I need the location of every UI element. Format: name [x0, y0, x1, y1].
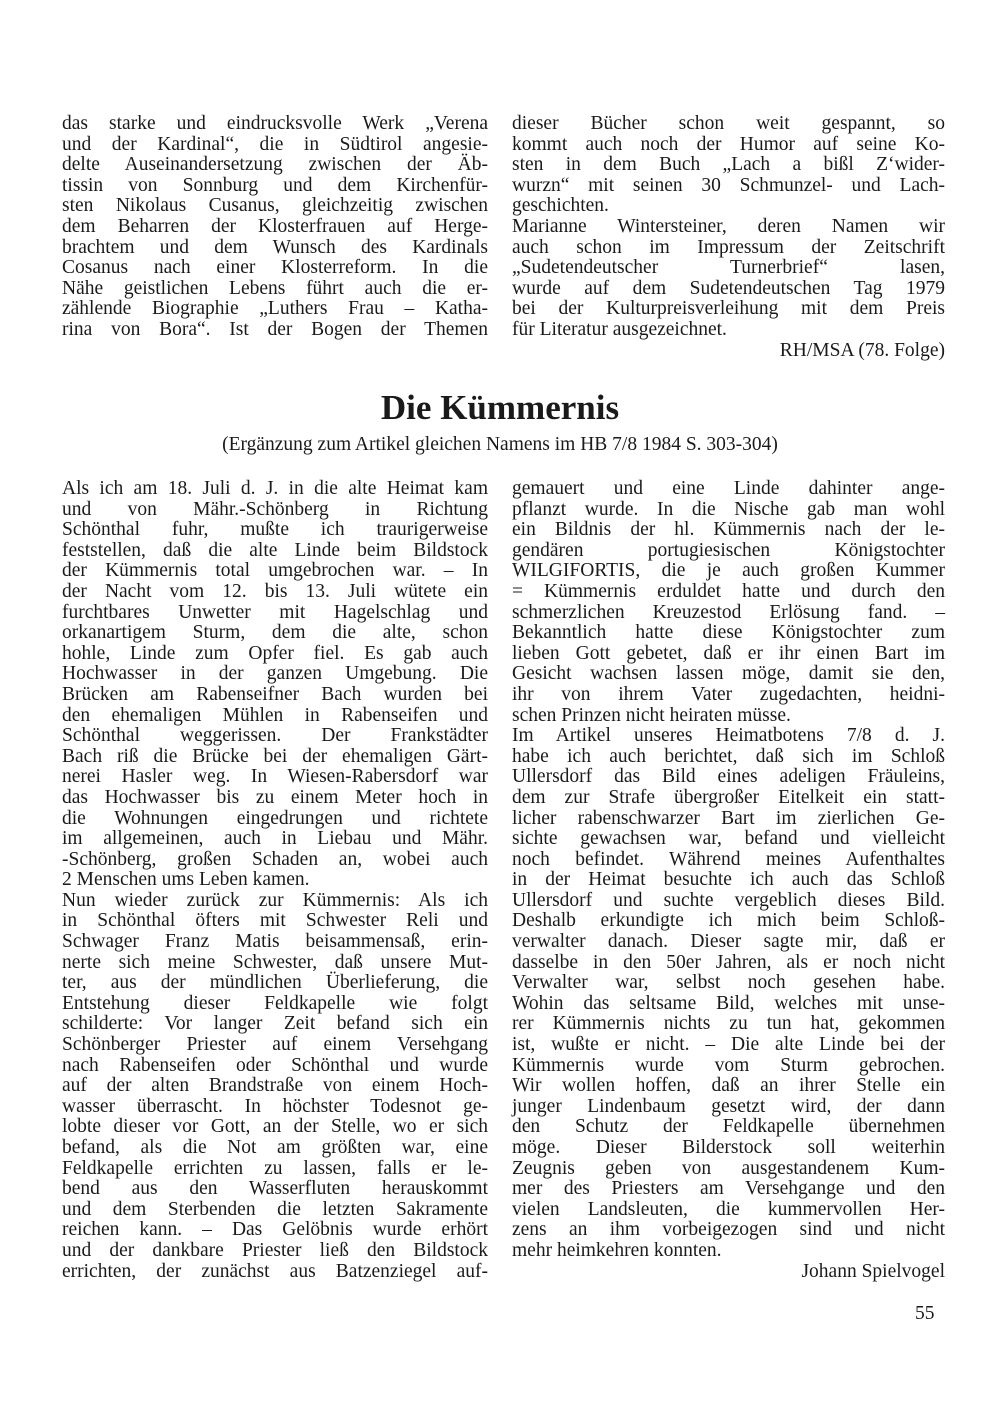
text-line: orkanartigem Sturm, dem die alte, schon — [62, 622, 488, 644]
text-line: errichten, der zunächst aus Batzenziegel auf- — [62, 1260, 488, 1282]
text-line: ihr von ihrem Vater zugedachten, heidni- — [512, 683, 945, 705]
text-line: auf der alten Brandstraße von einem Hoch- — [62, 1075, 488, 1097]
text-line: rina von Bora“. Ist der Bogen der Themen — [62, 318, 488, 340]
text-line: Nun wieder zurück zur Kümmernis: Als ich — [62, 889, 488, 911]
text-line: und der dankbare Priester ließ den Bildstock — [62, 1239, 488, 1261]
text-line: rer Kümmernis nichts zu tun hat, gekommen — [512, 1013, 945, 1035]
text-line: wurde auf dem Sudetendeutschen Tag 1979 — [512, 277, 945, 299]
text-line: das Hochwasser bis zu einem Meter hoch in — [62, 786, 488, 808]
text-line: dem zur Strafe übergroßer Eitelkeit ein statt- — [512, 786, 945, 808]
text-line: bend aus den Wasserfluten herauskommt — [62, 1178, 488, 1200]
text-line: tissin von Sonnburg und dem Kirchenfür- — [62, 174, 488, 196]
text-line: das starke und eindrucksvolle Werk „Verena — [62, 113, 488, 134]
text-line: Im Artikel unseres Heimatbotens 7/8 d. J. — [512, 725, 945, 747]
text-line: nach Rabenseifen oder Schönthal und wurde — [62, 1054, 488, 1076]
text-line: Als ich am 18. Juli d. J. in die alte Heimat kam — [62, 478, 488, 499]
text-line: vielen Landsleuten, die kummervollen Her- — [512, 1198, 945, 1220]
paragraph — [512, 479, 945, 726]
article-column-left — [62, 479, 488, 1282]
text-line: geschichten. — [512, 195, 609, 217]
text-line: dem Beharren der Klosterfrauen auf Herge- — [62, 215, 488, 237]
paragraph — [512, 726, 945, 1261]
text-line: wurzn“ mit seinen 30 Schmunzel- und Lach- — [512, 174, 945, 196]
text-line: noch befindet. Während meines Aufenthaltes — [512, 848, 945, 870]
text-line: Kümmernis wurde vom Sturm gebrochen. — [512, 1054, 945, 1076]
text-line: ein Bildnis der hl. Kümmernis nach der le- — [512, 519, 945, 541]
text-line: Schwager Franz Matis beisammensaß, erin- — [62, 931, 488, 953]
text-line: Schönthal weggerissen. Der Frankstädter — [62, 725, 488, 747]
article-column-right — [512, 479, 945, 1282]
text-line: feststellen, daß die alte Linde beim Bildstock — [62, 539, 488, 561]
text-line: schen Prinzen nicht heiraten müsse. — [512, 704, 791, 726]
text-line: pflanzt wurde. In die Nische gab man wohl — [512, 498, 945, 520]
intro-column-right — [512, 114, 945, 361]
text-line: ist, wußte er nicht. – Die alte Linde bei der — [512, 1034, 945, 1056]
text-line: mer des Priesters am Versehgange und den — [512, 1178, 945, 1200]
text-line: Nähe geistlichen Lebens führt auch die er- — [62, 277, 488, 299]
text-line: auch schon im Impressum der Zeitschrift — [512, 236, 945, 258]
paragraph — [62, 479, 488, 891]
text-line: = Kümmernis erduldet hatte und durch den — [512, 580, 945, 602]
text-line: sichte gewachsen war, befand und vielleicht — [512, 828, 945, 850]
paragraph — [512, 217, 945, 341]
text-line: für Literatur ausgezeichnet. — [512, 318, 727, 340]
intro-column-left — [62, 114, 488, 341]
text-line: zens an ihm vorbeigezogen sind und nicht — [512, 1219, 945, 1241]
text-line: sten Nikolaus Cusanus, gleichzeitig zwischen — [62, 195, 488, 217]
page-number: 55 — [915, 1303, 935, 1324]
text-line: gemauert und eine Linde dahinter ange- — [512, 478, 945, 499]
text-line: dieser Bücher schon weit gespannt, so — [512, 113, 945, 134]
text-line: verwalter danach. Dieser sagte mir, daß er — [512, 931, 945, 953]
text-line: brachtem und dem Wunsch des Kardinals — [62, 236, 488, 258]
text-line: befand, als die Not am größten war, eine — [62, 1137, 488, 1158]
text-line: Deshalb erkundigte ich mich beim Schloß- — [512, 910, 945, 932]
text-line: lieben Gott gebetet, daß er ihr einen Bart im — [512, 642, 945, 664]
text-line: schilderte: Vor langer Zeit befand sich ein — [62, 1013, 488, 1035]
text-line: Ullersdorf das Bild eines adeligen Fräuleins, — [512, 766, 945, 788]
text-line: reichen kann. – Das Gelöbnis wurde erhört — [62, 1219, 488, 1241]
text-line: kommt auch noch der Humor auf seine Ko- — [512, 133, 945, 155]
text-line: ter, aus der mündlichen Überlieferung, die — [62, 972, 488, 994]
text-line: bei der Kulturpreisverleihung mit dem Preis — [512, 298, 945, 320]
text-line: Feldkapelle errichten zu lassen, falls er le- — [62, 1157, 488, 1179]
text-line: junger Lindenbaum gesetzt wird, der dann — [512, 1095, 945, 1117]
paragraph — [512, 114, 945, 217]
author-signature: RH/MSA (78. Folge) — [779, 339, 945, 361]
paragraph — [62, 114, 488, 341]
text-line: schmerzlichen Kreuzestod Erlösung fand. – — [512, 601, 945, 623]
text-line: „Sudetendeutscher Turnerbrief“ lasen, — [512, 257, 945, 279]
text-line: gendären portugiesischen Königstochter — [512, 539, 945, 561]
text-line: dasselbe in den 50er Jahren, als er noch nicht — [512, 951, 945, 973]
text-line: Schönberger Priester auf einem Versehgang — [62, 1034, 488, 1056]
text-line: Bach riß die Brücke bei der ehemaligen Gärt- — [62, 745, 488, 767]
text-line: möge. Dieser Bilderstock soll weiterhin — [512, 1137, 945, 1158]
text-line: und von Mähr.-Schönberg in Richtung — [62, 498, 488, 520]
text-line: Hochwasser in der ganzen Umgebung. Die — [62, 663, 488, 685]
text-line: Wir wollen hoffen, daß an ihrer Stelle ein — [512, 1075, 945, 1097]
text-line: sten in dem Buch „Lach a bißl Z‘wider- — [512, 154, 945, 176]
text-line: wasser überrascht. In höchster Todesnot ge- — [62, 1095, 488, 1117]
text-line: habe ich auch berichtet, daß sich im Schloß — [512, 745, 945, 767]
text-line: delte Auseinandersetzung zwischen der Äb- — [62, 154, 488, 176]
text-line: lobte dieser vor Gott, an der Stelle, wo er sich — [62, 1116, 488, 1138]
paragraph — [62, 891, 488, 1282]
article-subtitle: (Ergänzung zum Artikel gleichen Namens im HB 7/8 1984 S. 303-304) — [222, 434, 778, 455]
text-line: Marianne Wintersteiner, deren Namen wir — [512, 215, 945, 237]
text-line: Brücken am Rabenseifner Bach wurden bei — [62, 683, 488, 705]
text-line: zählende Biographie „Luthers Frau – Katha- — [62, 298, 488, 320]
text-line: Entstehung dieser Feldkapelle wie folgt — [62, 992, 488, 1014]
text-line: der Nacht vom 12. bis 13. Juli wütete ein — [62, 580, 488, 602]
text-line: mehr heimkehren konnten. — [512, 1239, 722, 1261]
text-line: und der Kardinal“, die in Südtirol angesie- — [62, 133, 488, 155]
text-line: in der Heimat besuchte ich auch das Schloß — [512, 869, 945, 891]
text-line: nerei Hasler weg. In Wiesen-Rabersdorf war — [62, 766, 488, 788]
text-line: WILGIFORTIS, die je auch großen Kummer — [512, 560, 945, 582]
text-line: Schönthal fuhr, mußte ich traurigerweise — [62, 519, 488, 541]
text-line: Verwalter war, selbst noch gesehen habe. — [512, 972, 945, 994]
text-line: nerte sich meine Schwester, daß unsere Mut- — [62, 951, 488, 973]
text-line: der Kümmernis total umgebrochen war. – In — [62, 560, 488, 582]
text-line: in Schönthal öfters mit Schwester Reli und — [62, 910, 488, 932]
text-line: Cosanus nach einer Klosterreform. In die — [62, 257, 488, 279]
text-line: 2 Menschen ums Leben kamen. — [62, 869, 310, 891]
text-line: -Schönberg, großen Schaden an, wobei auch — [62, 848, 488, 870]
text-line: den ehemaligen Mühlen in Rabenseifen und — [62, 704, 488, 726]
text-line: die Wohnungen eingedrungen und richtete — [62, 807, 488, 829]
text-line: im allgemeinen, auch in Liebau und Mähr. — [62, 828, 488, 850]
text-line: Gesicht wachsen lassen möge, damit sie den, — [512, 663, 945, 685]
text-line: den Schutz der Feldkapelle übernehmen — [512, 1116, 945, 1138]
text-line: Zeugnis geben von ausgestandenem Kum- — [512, 1157, 945, 1179]
text-line: Bekanntlich hatte diese Königstochter zum — [512, 622, 945, 644]
text-line: und dem Sterbenden die letzten Sakramente — [62, 1198, 488, 1220]
text-line: furchtbares Unwetter mit Hagelschlag und — [62, 601, 488, 623]
text-line: hohle, Linde zum Opfer fiel. Es gab auch — [62, 642, 488, 664]
text-line: licher rabenschwarzer Bart im zierlichen Ge- — [512, 807, 945, 829]
text-line: Wohin das seltsame Bild, welches mit unse- — [512, 992, 945, 1014]
text-line: Ullersdorf und suchte vergeblich dieses Bild. — [512, 889, 945, 911]
author-signature: Johann Spielvogel — [801, 1260, 945, 1282]
article-title: Die Kümmernis — [380, 388, 620, 427]
